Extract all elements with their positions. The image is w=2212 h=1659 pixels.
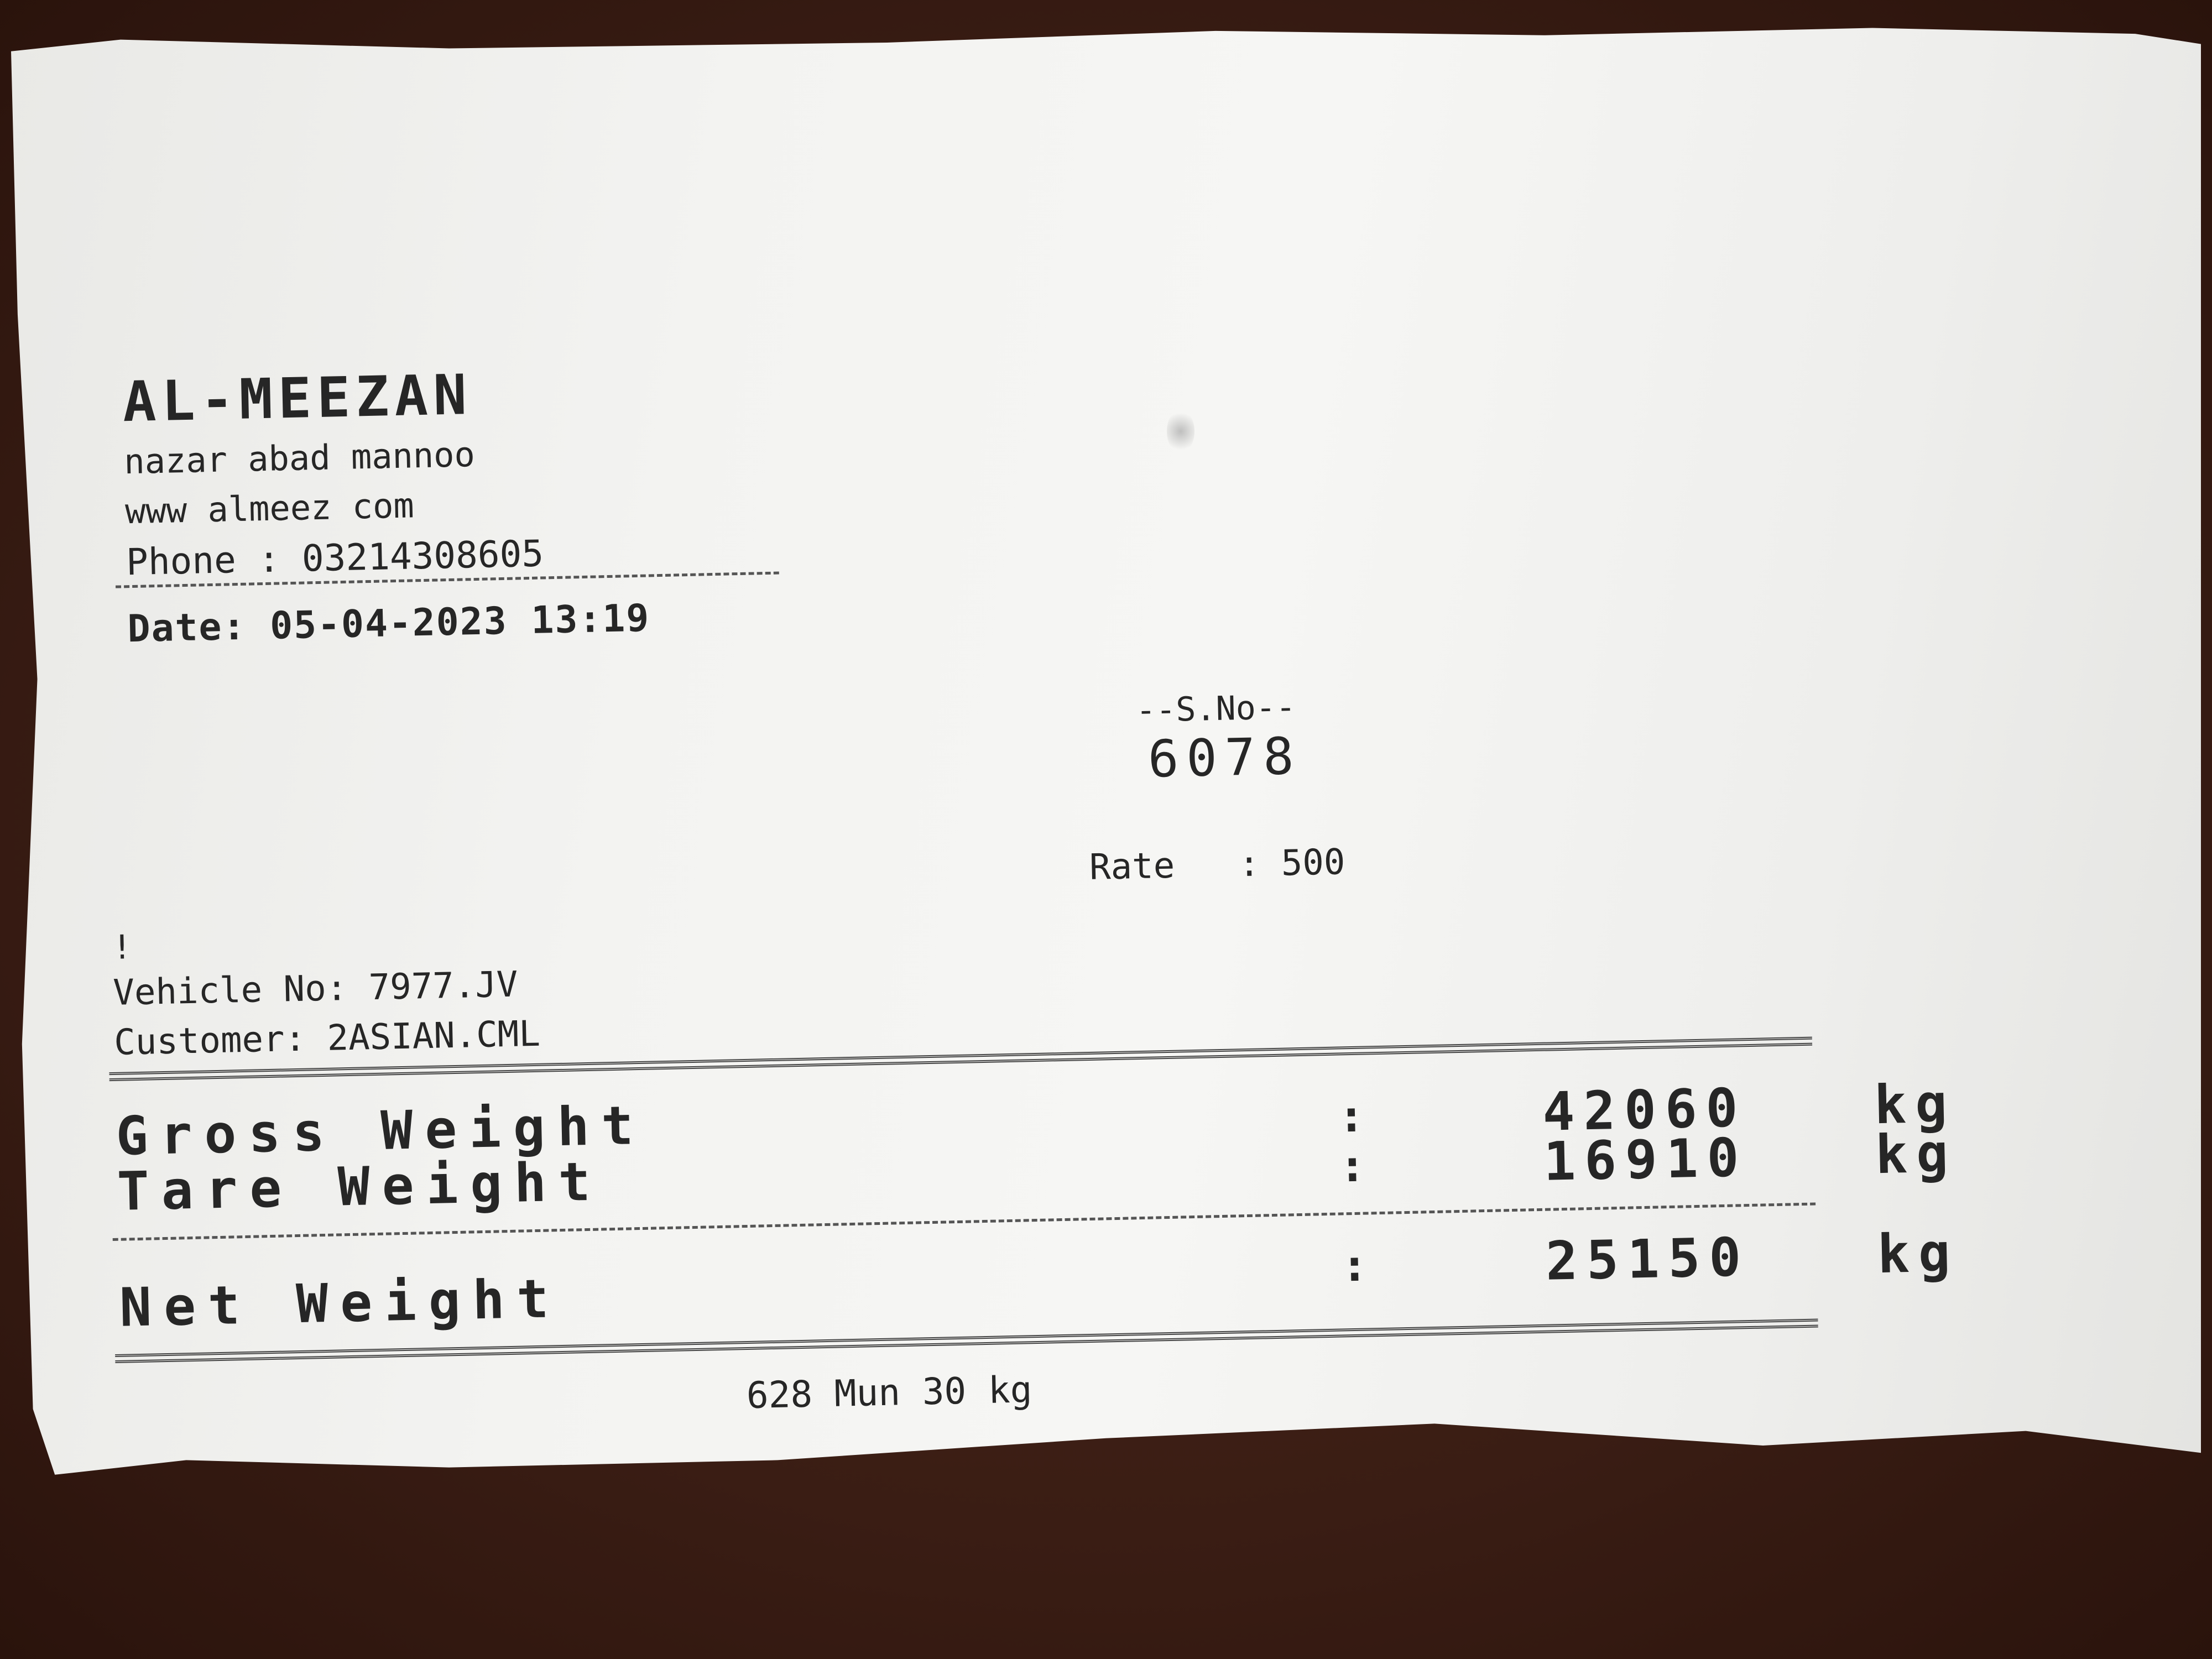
print-mark: ! bbox=[111, 928, 133, 967]
serial-label: --S.No-- bbox=[1135, 688, 1296, 731]
mun-conversion: 628 Mun 30 kg bbox=[746, 1368, 1033, 1417]
phone-label: Phone : bbox=[126, 538, 281, 584]
gross-colon: : bbox=[1337, 1090, 1365, 1142]
net-weight-label: Net Weight bbox=[119, 1267, 562, 1339]
customer-line bbox=[114, 1014, 541, 1063]
net-weight-unit: kg bbox=[1876, 1222, 1960, 1286]
gross-weight-label: Gross Weight bbox=[115, 1094, 646, 1167]
tare-weight-unit: kg bbox=[1875, 1122, 1958, 1186]
rate-value: 500 bbox=[1280, 842, 1346, 884]
company-phone bbox=[126, 532, 544, 583]
vehicle-number: 7977.JV bbox=[368, 964, 519, 1009]
date-label: Date: bbox=[127, 604, 247, 651]
weighbridge-slip bbox=[77, 309, 1980, 1454]
tare-weight-value: 16910 bbox=[1543, 1126, 1749, 1193]
phone-number: 03214308605 bbox=[301, 532, 544, 580]
gross-weight-value: 42060 bbox=[1542, 1077, 1747, 1143]
customer-name: 2ASIAN.CML bbox=[326, 1013, 541, 1059]
serial-number: 6078 bbox=[1147, 726, 1302, 789]
date-line bbox=[127, 596, 650, 651]
date-value: 05-04-2023 bbox=[269, 599, 508, 648]
rate-line: Rate : 500 bbox=[1089, 842, 1346, 888]
rate-label: Rate bbox=[1089, 845, 1175, 888]
vehicle-line bbox=[113, 964, 518, 1014]
vehicle-label: Vehicle No: bbox=[112, 968, 348, 1014]
tare-colon: : bbox=[1338, 1140, 1366, 1192]
company-website: www almeez com bbox=[124, 485, 415, 532]
net-colon: : bbox=[1340, 1239, 1369, 1292]
customer-label: Customer: bbox=[113, 1018, 306, 1063]
gross-weight-unit: kg bbox=[1874, 1072, 1957, 1136]
tare-weight-label: Tare Weight bbox=[116, 1150, 603, 1223]
company-name: AL-MEEZAN bbox=[122, 362, 473, 435]
net-weight-value: 25150 bbox=[1545, 1226, 1751, 1292]
company-address: nazar abad mannoo bbox=[123, 434, 476, 482]
time-value: 13:19 bbox=[530, 596, 650, 643]
